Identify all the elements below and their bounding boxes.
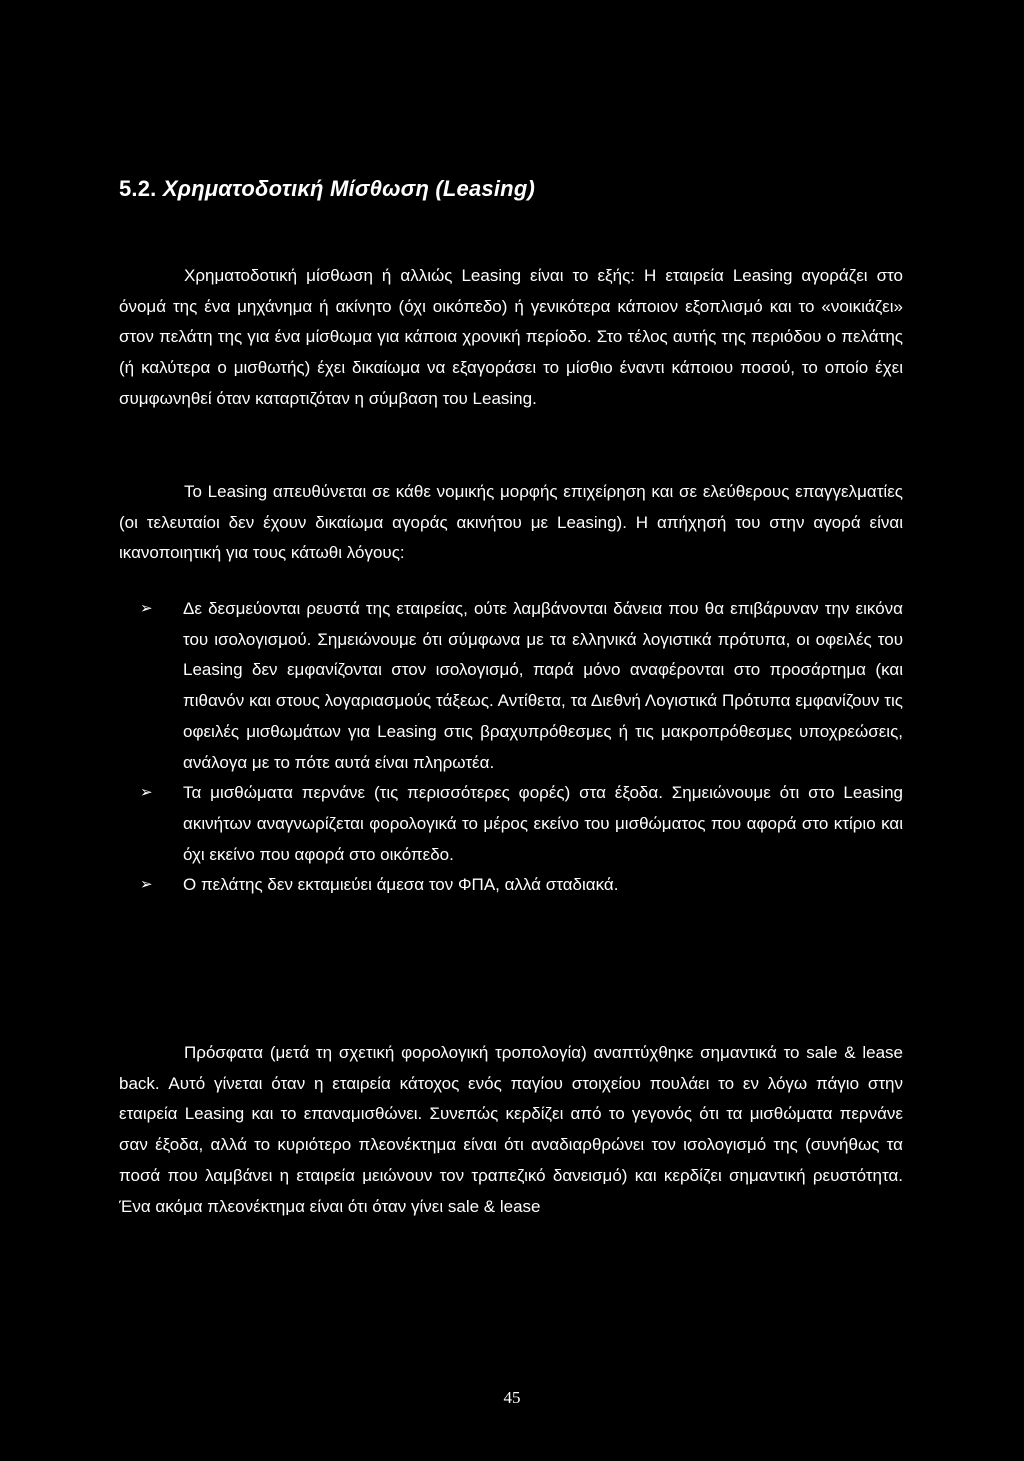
paragraph-leasing-audience: Το Leasing απευθύνεται σε κάθε νομικής μορφής επιχείρηση και σε ελεύθερους επαγγελματίες (οι τελευταίοι δεν έχουν δικαίωμα αγοράς ακινήτου με Leasing). Η απήχησή του στην αγορά είναι ικανοποιητική για τους κάτωθι λόγους: xyxy=(119,482,903,563)
page-number: 45 xyxy=(503,1388,521,1407)
arrow-bullet-icon: ➢ xyxy=(140,600,153,617)
list-item xyxy=(119,594,903,778)
section-number: 5.2. xyxy=(119,176,157,201)
paragraph-leasing-definition: Χρηματοδοτική μίσθωση ή αλλιώς Leasing είναι το εξής: Η εταιρεία Leasing αγοράζει στο όνομά της ένα μηχάνημα ή ακίνητο (όχι οικόπεδο) ή γενικότερα κάποιον εξοπλισμό και το «νοικιάζει» στον πελάτη της για ένα μίσθωμα για κάποια χρονική περίοδο. Στο τέλος αυτής της περιόδου ο πελάτης (ή καλύτερα ο μισθωτής) έχει δικαίωμα να εξαγοράσει το μίσθιο έναντι κάποιου ποσού, το οποίο έχει συμφωνηθεί όταν καταρτιζόταν η σύμβαση του Leasing. xyxy=(119,266,903,408)
list-item xyxy=(119,870,903,901)
list-item-text: Ο πελάτης δεν εκταμιεύει άμεσα τον ΦΠΑ, αλλά σταδιακά. xyxy=(183,875,619,895)
section-heading xyxy=(119,176,535,202)
list-item-text: Τα μισθώματα περνάνε (τις περισσότερες φορές) στα έξοδα. Σημειώνουμε ότι στο Leasing ακινήτων αναγνωρίζεται φορολογικά το μέρος εκείνο του μισθώματος που αφορά στο κτίριο και όχι εκείνο που αφορά στο οικόπεδο. xyxy=(183,783,903,864)
arrow-bullet-icon: ➢ xyxy=(140,784,153,802)
list-item-text: Δε δεσμεύονται ρευστά της εταιρείας, ούτε λαμβάνονται δάνεια που θα επιβάρυναν την εικόνα του ισολογισμού. Σημειώνουμε ότι σύμφωνα με τα ελληνικά λογιστικά πρότυπα, οι οφειλές του Leasing δεν εμφανίζονται στον ισολογισμό, παρά μόνο αναφέρονται στο προσάρτημα (και πιθανόν και στους λογαριασμούς τάξεως. Αντίθετα, τα Διεθνή Λογιστικά Πρότυπα εμφανίζουν τις οφειλές μισθωμάτων για Leasing στις βραχυπρόθεσμες ή τις μακροπρόθεσμες υποχρεώσεις, ανάλογα με το πότε αυτά είναι πληρωτέα. xyxy=(183,599,903,772)
reasons-list xyxy=(119,594,903,901)
list-item xyxy=(119,778,903,870)
section-title: Χρηματοδοτική Μίσθωση (Leasing) xyxy=(162,176,535,201)
paragraph-sale-lease-back: Πρόσφατα (μετά τη σχετική φορολογική τροπολογία) αναπτύχθηκε σημαντικά το sale & lease back. Αυτό γίνεται όταν η εταιρεία κάτοχος ενός παγίου στοιχείου πουλάει το εν λόγω πάγιο στην εταιρεία Leasing και το επαναμισθώνει. Συνεπώς κερδίζει από το γεγονός ότι τα μισθώματα περνάνε σαν έξοδα, αλλά το κυριότερο πλεονέκτημα είναι ότι αναδιαρθρώνει τον ισολογισμό της (συνήθως τα ποσά που λαμβάνει η εταιρεία μειώνουν τον τραπεζικό δανεισμό) και κερδίζει σημαντική ρευστότητα. Ένα ακόμα πλεονέκτημα είναι ότι όταν γίνει sale & lease xyxy=(119,1043,903,1216)
arrow-bullet-icon: ➢ xyxy=(140,876,153,894)
